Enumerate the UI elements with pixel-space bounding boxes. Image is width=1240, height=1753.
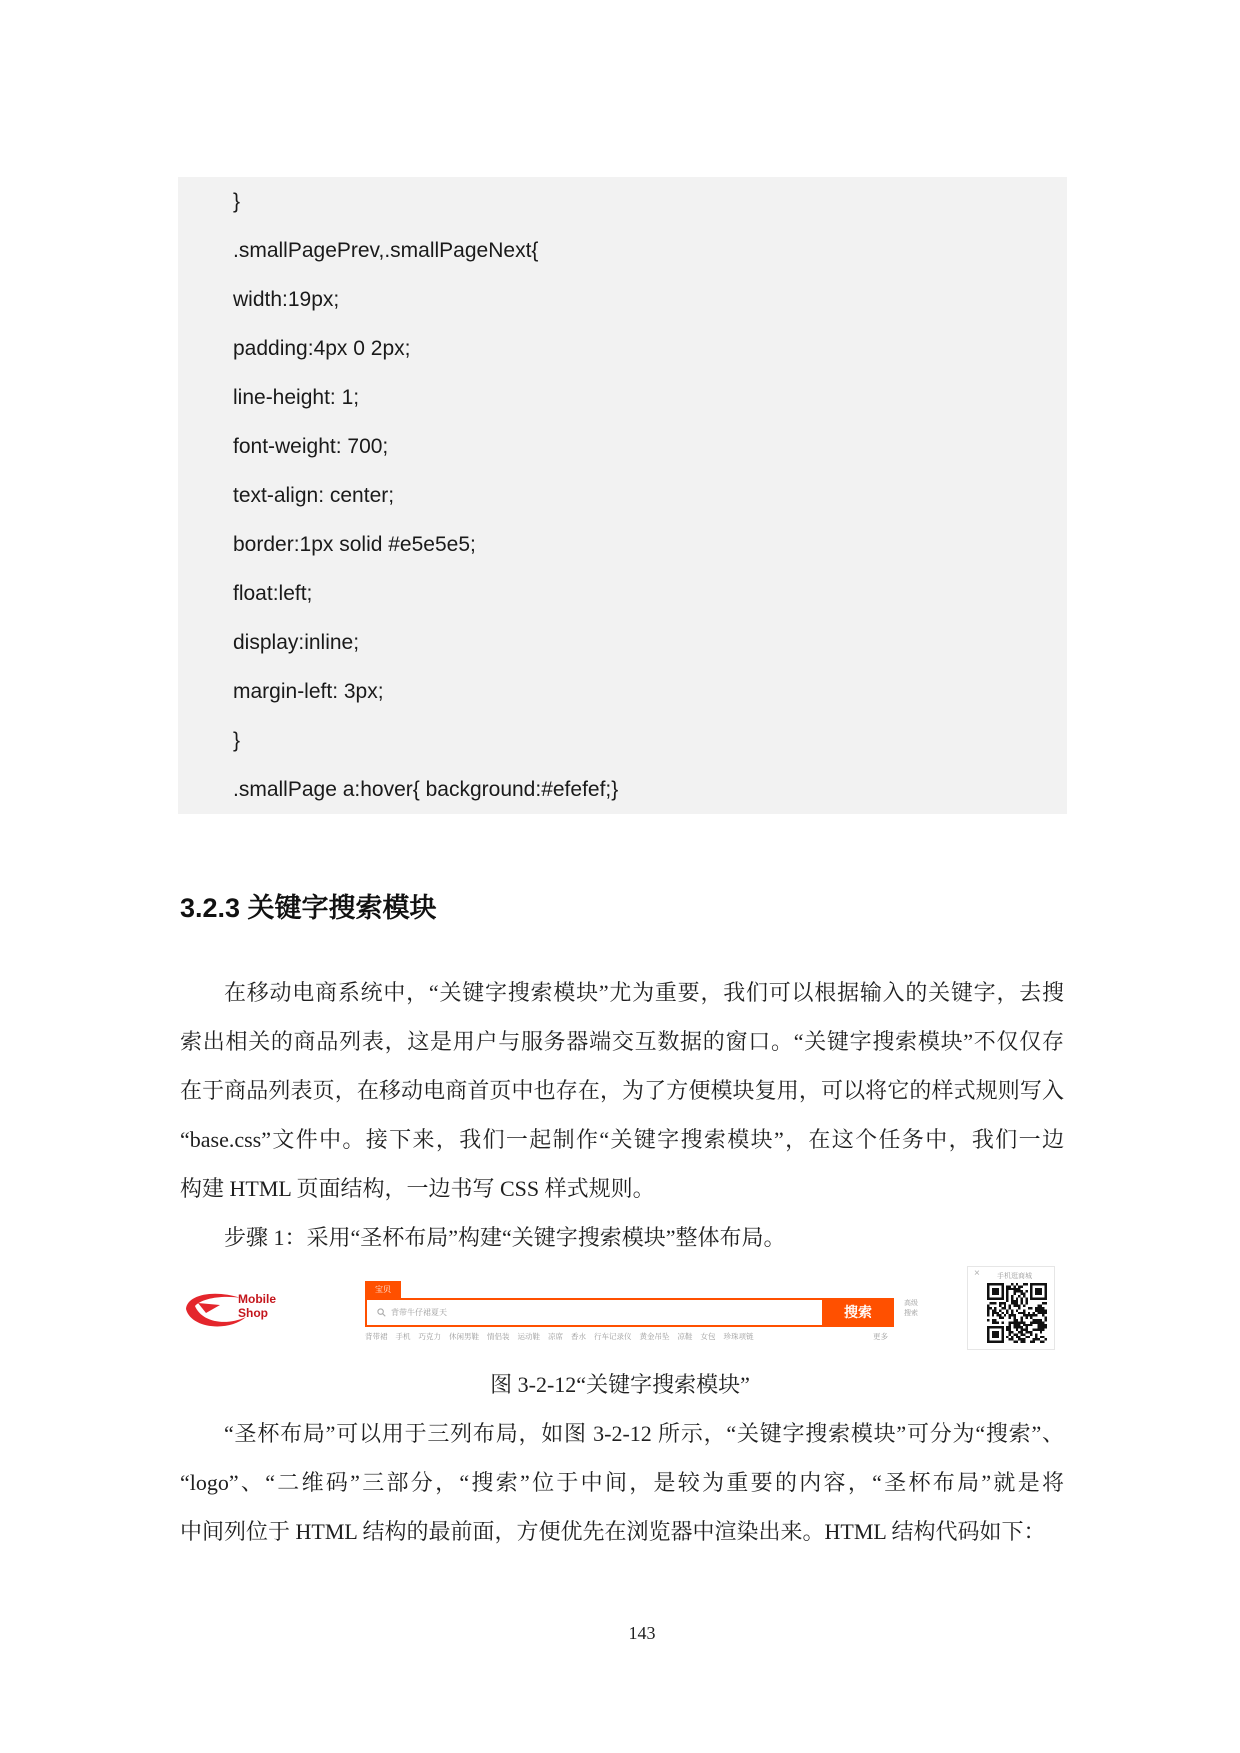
hot-word-link: 凉席 — [548, 1332, 563, 1341]
search-icon — [377, 1308, 386, 1317]
paragraph-line: “base.css”文件中。接下来，我们一起制作“关键字搜索模块”，在这个任务中，我们一边 — [180, 1127, 1064, 1152]
layout-paragraph — [180, 1409, 1064, 1556]
logo-text-mobile: Mobile — [238, 1292, 276, 1306]
code-line: .smallPage a:hover{ background:#efefef;} — [233, 778, 619, 801]
code-line: float:left; — [233, 582, 313, 605]
logo-text-shop: Shop — [238, 1306, 268, 1320]
paragraph-line: “圣杯布局”可以用于三列布局，如图 3-2-12 所示，“关键字搜索模块”可分为“搜索”、 — [224, 1421, 1064, 1446]
code-line: } — [233, 729, 241, 752]
search-input — [391, 1305, 791, 1320]
search-tab: 宝贝 — [365, 1281, 401, 1298]
code-line: } — [233, 190, 241, 213]
code-line: text-align: center; — [233, 484, 395, 507]
hot-word-link: 行车记录仪 — [594, 1332, 632, 1341]
mobile-shop-logo — [183, 1284, 285, 1332]
code-line: border:1px solid #e5e5e5; — [233, 533, 476, 556]
hot-word-link: 女包 — [700, 1332, 716, 1341]
qr-title: 手机逛商城 — [997, 1273, 1032, 1280]
advanced-search-link — [904, 1299, 918, 1319]
hot-word-link: 背带裙 — [365, 1332, 388, 1341]
code-line: display:inline; — [233, 631, 360, 654]
hot-word-link: 黄金吊坠 — [639, 1332, 670, 1341]
paragraph-line: 索出相关的商品列表，这是用户与服务器端交互数据的窗口。“关键字搜索模块”不仅仅存 — [180, 1029, 1064, 1054]
figure-caption: 图 3-2-12“关键字搜索模块” — [490, 1372, 750, 1397]
code-line: .smallPagePrev,.smallPageNext{ — [233, 239, 539, 262]
advanced-search-label: 搜索 — [904, 1310, 918, 1317]
code-line: padding:4px 0 2px; — [233, 337, 411, 360]
hot-word-link: 休闲男鞋 — [449, 1332, 479, 1341]
search-box — [365, 1298, 894, 1327]
code-line: width:19px; — [233, 288, 340, 311]
logo-wing — [198, 1303, 220, 1313]
hot-word-link: 巧克力 — [418, 1332, 441, 1341]
step-instruction: 步骤 1：采用“圣杯布局”构建“关键字搜索模块”整体布局。 — [224, 1225, 786, 1250]
more-link: 更多 — [873, 1332, 888, 1341]
hot-word-link: 凉鞋 — [677, 1332, 693, 1341]
paragraph-line: 在移动电商系统中，“关键字搜索模块”尤为重要，我们可以根据输入的关键字，去搜 — [224, 980, 1064, 1005]
search-button: 搜索 — [822, 1298, 894, 1327]
paragraph-line: 在于商品列表页，在移动电商首页中也存在，为了方便模块复用，可以将它的样式规则写入 — [180, 1078, 1064, 1103]
hot-word-link: 手机 — [395, 1332, 411, 1341]
hot-word-link: 情侣装 — [487, 1332, 510, 1341]
close-icon: × — [974, 1268, 980, 1279]
code-line: margin-left: 3px; — [233, 680, 384, 703]
page-number: 143 — [628, 1623, 656, 1643]
intro-paragraph — [180, 968, 1064, 1262]
qr-code — [987, 1283, 1047, 1343]
paragraph-line: 构建 HTML 页面结构，一边书写 CSS 样式规则。 — [180, 1176, 655, 1201]
paragraph-line: 中间列位于 HTML 结构的最前面，方便优先在浏览器中渲染出来。HTML 结构代码如下： — [180, 1519, 1046, 1544]
section-heading: 3.2.3 关键字搜索模块 — [180, 893, 437, 923]
paragraph-line: “logo”、“二维码”三部分，“搜索”位于中间，是较为重要的内容，“圣杯布局”就是将 — [180, 1470, 1064, 1495]
hot-words-list — [365, 1332, 754, 1342]
code-line: font-weight: 700; — [233, 435, 389, 458]
search-module — [365, 1281, 894, 1343]
hot-word-link: 珍珠项链 — [723, 1332, 754, 1341]
hot-word-link: 香水 — [571, 1332, 586, 1341]
qr-code-panel — [967, 1266, 1055, 1350]
code-block — [178, 177, 1067, 814]
code-line: line-height: 1; — [233, 386, 360, 409]
advanced-search-label: 高级 — [904, 1300, 918, 1307]
hot-word-link: 运动鞋 — [517, 1332, 540, 1341]
logo-swoosh — [186, 1294, 246, 1327]
